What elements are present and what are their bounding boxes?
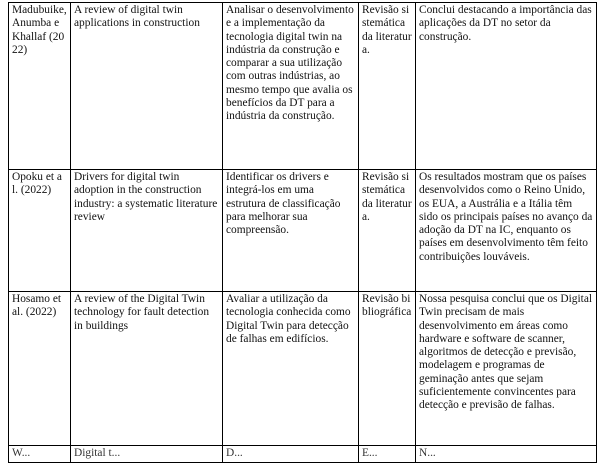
result-cell: Os resultados mostram que os países desenvolvidos como o Reino Unido, os EUA, a Austrália e a Itália têm sido os principais países no avanço da adoção da DT na IC, enquanto os países em desenvolvimento têm feito contribuições louváveis. (416, 170, 597, 292)
objective-cell: Analisar o desenvolvimento e a implementação da tecnologia digital twin na indústria da construção e comparar a sua utilização com outras indústrias, ao mesmo tempo que avalia os benefícios da DT para a indústria da construção. (223, 3, 359, 170)
result-cell: N... (416, 446, 597, 463)
title-cell: Digital t... (71, 446, 223, 463)
method-cell: Revisão sistemática da literatura. (359, 3, 416, 170)
literature-review-table (8, 2, 597, 463)
method-cell: Revisão bibliográfica (359, 292, 416, 446)
objective-cell: Avaliar a utilização da tecnologia conhecida como Digital Twin para detecção de falhas em edifícios. (223, 292, 359, 446)
method-cell: E... (359, 446, 416, 463)
table-row (9, 170, 597, 292)
method-cell: Revisão sistemática da literatura. (359, 170, 416, 292)
title-cell: A review of the Digital Twin technology for fault detection in buildings (71, 292, 223, 446)
result-cell: Nossa pesquisa conclui que os Digital Twin precisam de mais desenvolvimento em áreas como hardware e software de scanner, algoritmos de detecção e previsão, modelagem e programas de geminação antes que sejam suficientemente convincentes para detecção e previsão de falhas. (416, 292, 597, 446)
result-cell: Conclui destacando a importância das aplicações da DT no setor da construção. (416, 3, 597, 170)
author-cell: Opoku et al. (2022) (9, 170, 71, 292)
table-row (9, 292, 597, 446)
author-cell: Madubuike, Anumba e Khallaf (2022) (9, 3, 71, 170)
table-row (9, 3, 597, 170)
table-row-partial (9, 446, 597, 463)
author-cell: Hosamo et al. (2022) (9, 292, 71, 446)
objective-cell: D... (223, 446, 359, 463)
title-cell: A review of digital twin applications in construction (71, 3, 223, 170)
objective-cell: Identificar os drivers e integrá-los em uma estrutura de classificação para melhorar sua compreensão. (223, 170, 359, 292)
title-cell: Drivers for digital twin adoption in the construction industry: a systematic literature review (71, 170, 223, 292)
author-cell: W... (9, 446, 71, 463)
